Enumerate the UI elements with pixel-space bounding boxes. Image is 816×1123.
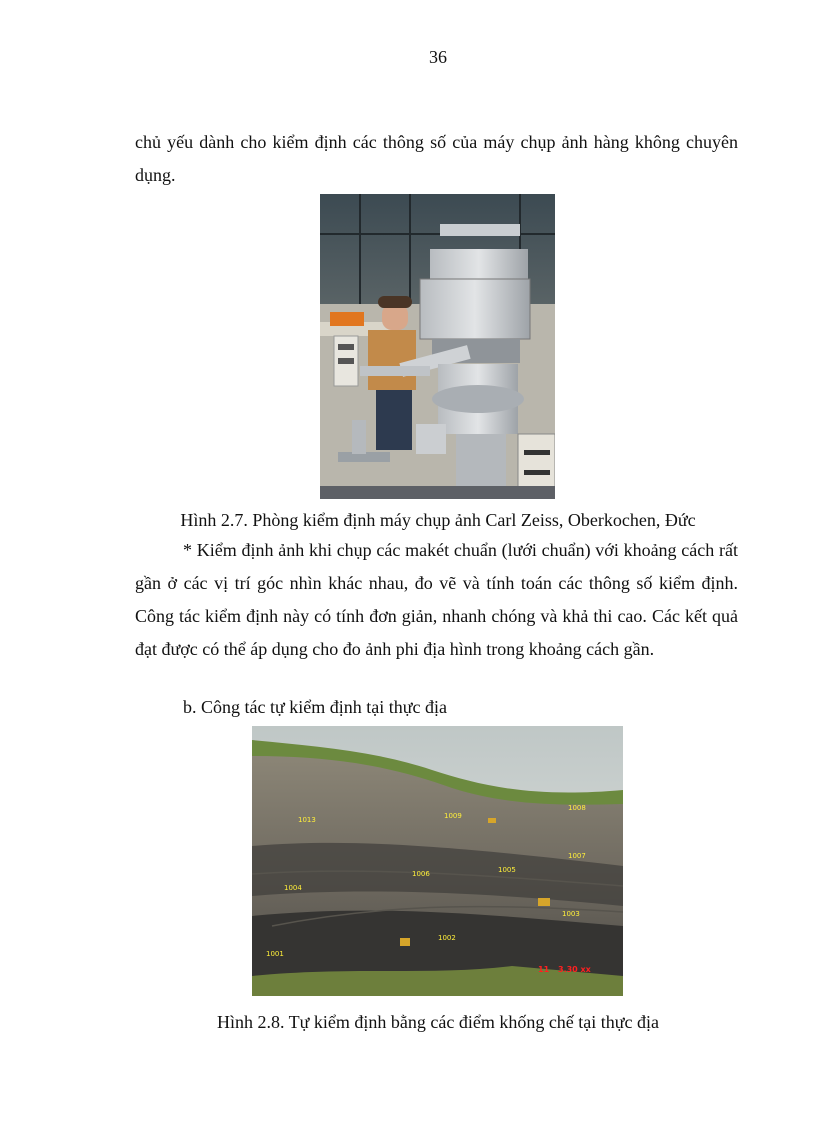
figure-2-8-photo bbox=[252, 726, 623, 996]
photo-stamp-left: 11 bbox=[538, 965, 550, 974]
section-heading-b: b. Công tác tự kiểm định tại thực địa bbox=[183, 697, 447, 717]
control-point-1001: 1001 bbox=[266, 950, 284, 958]
photo-stamp-right: 3.30 xx bbox=[558, 965, 591, 974]
figure-2-8-caption: Hình 2.8. Tự kiểm định bằng các điểm khống chế tại thực địa bbox=[216, 1012, 660, 1032]
control-point-1002: 1002 bbox=[438, 934, 456, 942]
control-point-1009: 1009 bbox=[444, 812, 462, 820]
control-point-1008: 1008 bbox=[568, 804, 586, 812]
lab-photo-illustration bbox=[320, 194, 555, 499]
mine-site-illustration bbox=[252, 726, 623, 996]
control-point-1004: 1004 bbox=[284, 884, 302, 892]
paragraph-continuation: chủ yếu dành cho kiểm định các thông số của máy chụp ảnh hàng không chuyên dụng. bbox=[135, 132, 738, 185]
control-point-1005: 1005 bbox=[498, 866, 516, 874]
control-point-1013: 1013 bbox=[298, 816, 316, 824]
figure-2-7-photo bbox=[320, 194, 555, 499]
paragraph-calibration-description: * Kiểm định ảnh khi chụp các makét chuẩn (lưới chuẩn) với khoảng cách rất gần ở các vị trí góc nhìn khác nhau, đo vẽ và tính toán các thông số kiểm định. Công tác kiểm định này có tính đơn giản, nhanh chóng và khả thi cao. Các kết quả đạt được có thể áp dụng cho đo ảnh phi địa hình trong khoảng cách gần. bbox=[135, 540, 738, 659]
figure-2-7-caption: Hình 2.7. Phòng kiểm định máy chụp ảnh Carl Zeiss, Oberkochen, Đức bbox=[180, 510, 696, 530]
control-point-1007: 1007 bbox=[568, 852, 586, 860]
control-point-1006: 1006 bbox=[412, 870, 430, 878]
control-point-1003: 1003 bbox=[562, 910, 580, 918]
page-number: 36 bbox=[429, 47, 447, 67]
